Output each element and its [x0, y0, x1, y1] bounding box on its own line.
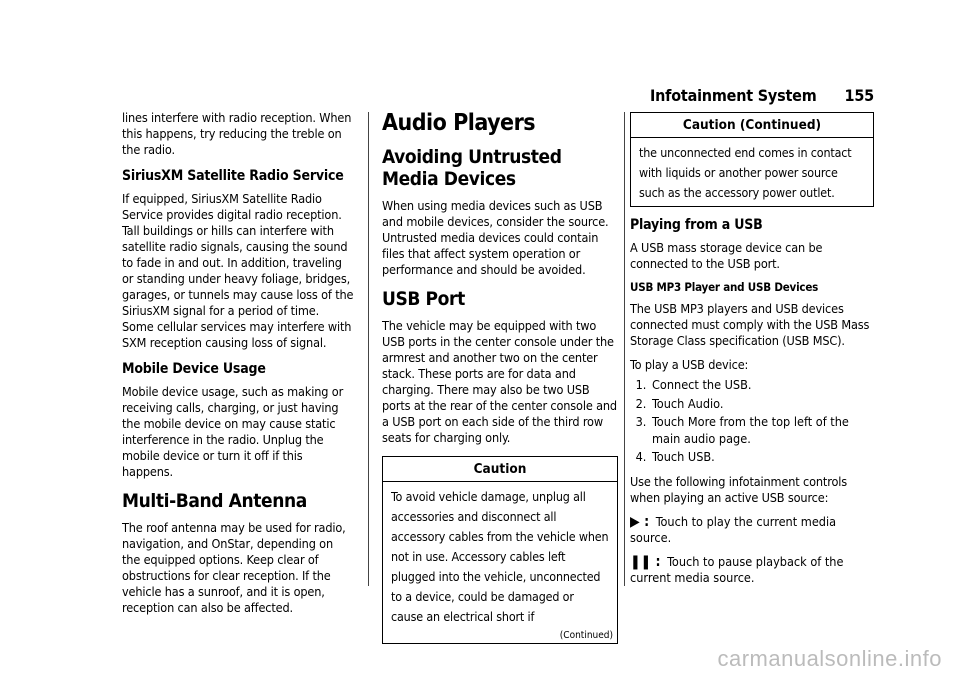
pause-control-description	[630, 554, 874, 586]
column-2	[382, 110, 618, 652]
watermark: carmanualsonline.info	[717, 646, 942, 671]
heading-mobile-device: Mobile Device Usage	[122, 361, 266, 377]
paragraph-untrusted-media: When using media devices such as USB and mobile devices, consider the source. Untrusted media devices could contain files that affect system operation or performance and should be avoided.	[382, 198, 609, 277]
paragraph-usb-mp3: The USB MP3 players and USB devices connected must comply with the USB Mass Storage Class specification (USB MSC).	[630, 301, 870, 348]
list-item: 1. Connect the USB.	[650, 375, 874, 394]
caution-continued-body: the unconnected end comes in contact with liquids or another power source such as the accessory power outlet.	[639, 145, 852, 200]
paragraph-controls-intro: Use the following infotainment controls when playing an active USB source:	[630, 474, 847, 505]
play-icon: ▶ :	[630, 514, 650, 530]
column-divider-2	[624, 112, 625, 586]
list-item: 3. Touch More from the top left of the main audio page.	[650, 413, 874, 447]
list-item: 2. Touch Audio.	[650, 394, 874, 413]
list-item: 4. Touch USB.	[650, 447, 874, 466]
play-control-text: Touch to play the current media source.	[630, 514, 837, 545]
heading-usb-port: USB Port	[382, 288, 465, 310]
paragraph-interference: lines interfere with radio reception. When this happens, try reducing the treble on the radio.	[122, 110, 352, 157]
paragraph-to-play: To play a USB device:	[630, 357, 749, 372]
heading-usb-mp3: USB MP3 Player and USB Devices	[630, 280, 819, 294]
caution-body: To avoid vehicle damage, unplug all accessories and disconnect all accessory cables from the vehicle when not in use. Accessory cables left plugged into the vehicle, unconnected to a device, could be damaged or cause an electrical short if	[391, 489, 609, 624]
caution-title: Caution	[383, 457, 617, 482]
caution-continued-box	[630, 112, 874, 207]
paragraph-playing-usb: A USB mass storage device can be connected to the USB port.	[630, 240, 823, 271]
heading-siriusxm: SiriusXM Satellite Radio Service	[122, 168, 344, 184]
column-1	[122, 110, 354, 624]
column-divider-1	[368, 112, 369, 586]
caution-continued-title: Caution (Continued)	[631, 113, 873, 138]
page-number: 155	[844, 86, 874, 105]
page-header	[650, 86, 874, 105]
column-3	[630, 110, 874, 594]
usb-steps-list	[630, 375, 874, 466]
heading-antenna: Multi-Band Antenna	[122, 490, 307, 512]
section-title: Infotainment System	[649, 86, 817, 105]
caution-box	[382, 456, 618, 644]
caution-continued: (Continued)	[559, 630, 613, 641]
pause-control-text: Touch to pause playback of the current media source.	[630, 554, 844, 585]
heading-untrusted-media: Avoiding Untrusted Media Devices	[382, 146, 562, 190]
paragraph-antenna: The roof antenna may be used for radio, navigation, and OnStar, depending on the equipped options. Keep clear of obstructions for clear reception. If the vehicle has a sunroof, and it is open, reception can also be affected.	[122, 520, 346, 615]
pause-icon: ❚❚ :	[630, 554, 661, 570]
paragraph-mobile-device: Mobile device usage, such as making or receiving calls, charging, or just having the mobile device on may cause static interference in the radio. Unplug the mobile device or turn it off if this happens.	[122, 384, 344, 479]
heading-audio-players: Audio Players	[382, 110, 536, 136]
play-control-description	[630, 514, 874, 546]
paragraph-siriusxm: If equipped, SiriusXM Satellite Radio Service provides digital radio reception. Tall buildings or hills can interfere with satellite radio signals, causing the sound to fade in and out. In addition, traveling or standing under heavy foliage, bridges, garages, or tunnels may cause loss of the SiriusXM signal for a period of time. Some cellular services may interfere with SXM reception causing loss of signal.	[122, 191, 354, 350]
heading-playing-usb: Playing from a USB	[630, 217, 763, 233]
paragraph-usb-port: The vehicle may be equipped with two USB ports in the center console under the armrest and another two on the center stack. These ports are for data and charging. There may also be two USB ports at the rear of the center console and a USB port on each side of the third row seats for charging only.	[382, 318, 617, 445]
